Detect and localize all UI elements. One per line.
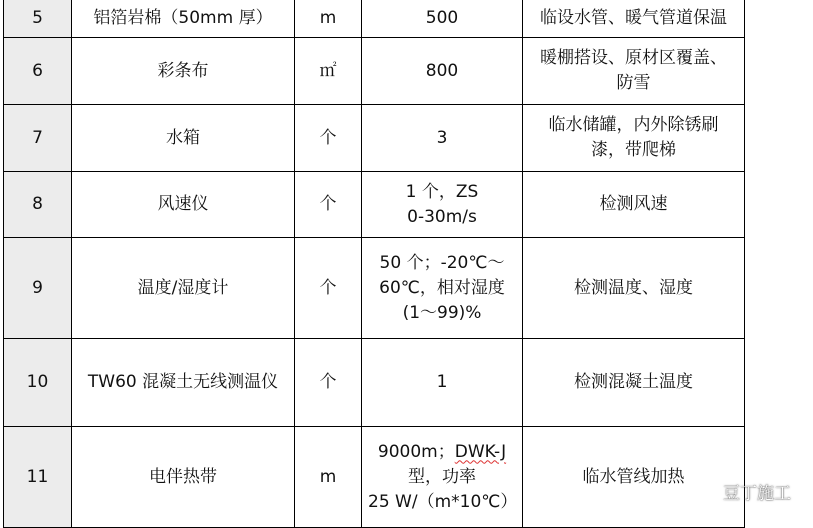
- cell-line: 0-30m/s: [407, 206, 477, 227]
- watermark-text: 豆丁施工: [723, 484, 791, 504]
- watermark: [693, 479, 791, 504]
- cell-line: 3: [436, 127, 448, 148]
- cell-line: 检测温度、湿度: [574, 277, 693, 298]
- usage-cell: [523, 105, 745, 172]
- quantity-cell: [362, 172, 523, 238]
- unit-cell: 个: [295, 238, 362, 339]
- cell-line: 500: [425, 8, 459, 28]
- cell-line: 1 个，ZS: [405, 181, 479, 202]
- row-number-cell: 9: [4, 238, 72, 339]
- unit-cell: m: [295, 0, 362, 38]
- material-name-cell: 风速仪: [72, 172, 295, 238]
- row-number-cell: 6: [4, 38, 72, 105]
- materials-table: [3, 0, 745, 528]
- quantity-cell: [362, 0, 523, 38]
- quantity-cell: [362, 105, 523, 172]
- material-name-cell: 水箱: [72, 105, 295, 172]
- row-number-cell: 8: [4, 172, 72, 238]
- cell-line: (1～99)%: [402, 302, 482, 323]
- material-name-cell: 铝箔岩棉（50mm 厚）: [72, 0, 295, 38]
- unit-cell: ㎡: [295, 38, 362, 105]
- cell-line: 暖棚搭设、原材区覆盖、: [540, 48, 727, 68]
- row-number-cell: 5: [4, 0, 72, 38]
- table-row: [4, 105, 745, 172]
- wechat-logo-icon: [693, 482, 717, 502]
- cell-line: 临水储罐，内外除锈刷: [548, 115, 719, 135]
- table-body: [4, 0, 745, 528]
- usage-cell: [523, 0, 745, 38]
- row-number-cell: 11: [4, 427, 72, 528]
- cell-line: 防雪: [616, 73, 651, 93]
- usage-cell: [523, 339, 745, 427]
- material-name-cell: 电伴热带: [72, 427, 295, 528]
- usage-cell: [523, 38, 745, 105]
- cell-line: 漆，带爬梯: [591, 140, 676, 160]
- quantity-cell: [362, 238, 523, 339]
- quantity-cell: [362, 339, 523, 427]
- table-row: [4, 339, 745, 427]
- cell-line: 800: [425, 60, 459, 81]
- cell-line: 检测混凝土温度: [574, 372, 693, 392]
- cell-line: 临水管线加热: [582, 466, 685, 487]
- material-name-cell: 彩条布: [72, 38, 295, 105]
- cell-line: 型，功率: [408, 466, 476, 487]
- unit-cell: 个: [295, 172, 362, 238]
- table-row: [4, 238, 745, 339]
- unit-cell: 个: [295, 339, 362, 427]
- quantity-cell: [362, 38, 523, 105]
- row-number-cell: 10: [4, 339, 72, 427]
- material-name-cell: TW60 混凝土无线测温仪: [72, 339, 295, 427]
- cell-line: 60℃，相对湿度: [379, 277, 505, 298]
- cell-line: 临设水管、暖气管道保温: [540, 8, 727, 28]
- cell-line: 1: [436, 372, 448, 392]
- cell-line: 25 W/（m*10℃）: [368, 491, 518, 512]
- material-name-cell: 温度/湿度计: [72, 238, 295, 339]
- unit-cell: m: [295, 427, 362, 528]
- usage-cell: [523, 172, 745, 238]
- unit-cell: 个: [295, 105, 362, 172]
- table-row: [4, 0, 745, 38]
- row-number-cell: 7: [4, 105, 72, 172]
- cell-line: [368, 440, 516, 465]
- cell-line: 50 个；-20℃～: [379, 252, 505, 273]
- table-row: [4, 172, 745, 238]
- usage-cell: [523, 238, 745, 339]
- cell-text: 9000m；: [377, 441, 455, 462]
- table-row: [4, 38, 745, 105]
- cell-line: 检测风速: [599, 194, 668, 214]
- usage-cell: [523, 427, 745, 528]
- spellcheck-underlined-text: DWK-J: [454, 441, 507, 462]
- table-row: [4, 427, 745, 528]
- quantity-cell: [362, 427, 523, 528]
